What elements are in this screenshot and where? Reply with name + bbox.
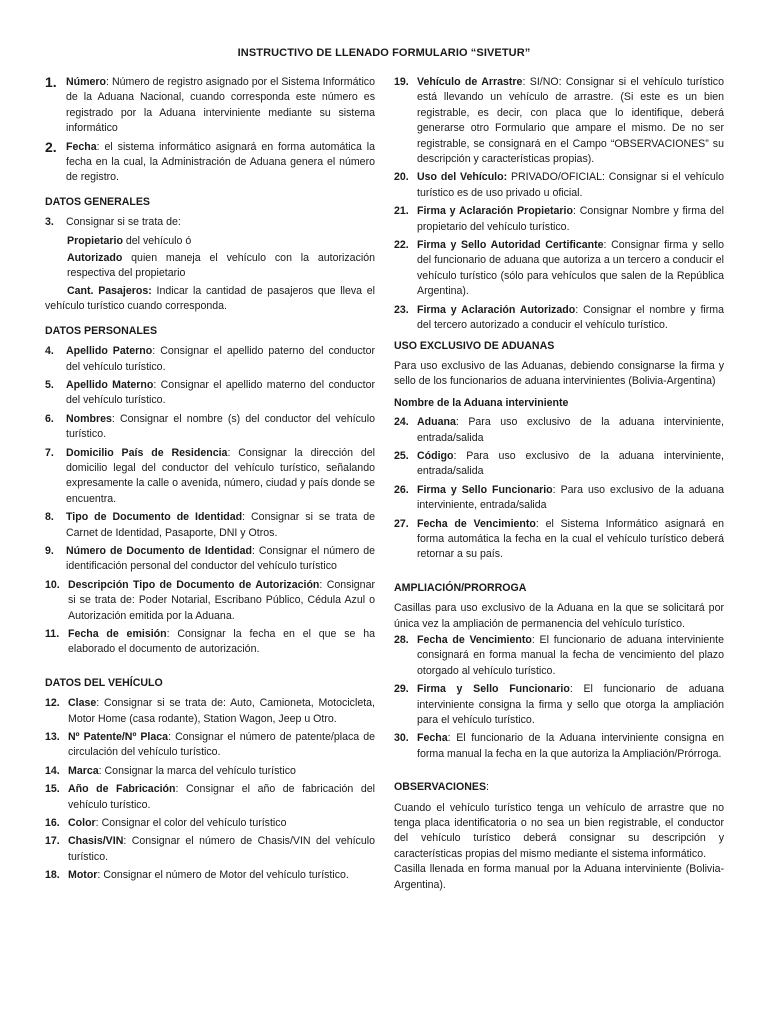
item-text: Consignar el apellido paterno del conductor del vehículo turístico.: [66, 345, 376, 373]
item-body: [417, 204, 724, 235]
item-label-separator: :: [447, 732, 451, 745]
item-number: 5.: [45, 378, 54, 391]
item-label: Número: [66, 76, 107, 88]
list-item-3: [45, 215, 375, 230]
item-text: Número de registro asignado por el Sistema Informático de la Aduana Nacional, cuando corresponda este número es registrado por la Aduana interviniente mediante su sistema informático: [66, 76, 375, 135]
item-label: Motor: [68, 869, 98, 882]
right-top-items: [394, 75, 724, 334]
item-label-separator: :: [98, 764, 102, 777]
list-item-15: [45, 782, 375, 813]
item-number: 28.: [394, 634, 409, 646]
item-body: [66, 412, 375, 443]
item-label-separator: :: [175, 783, 179, 796]
ampliacion-paragraph: Casillas para uso exclusivo de la Aduana en la que se solicitará por única vez la ampliación de permanencia del vehículo turístico.: [394, 602, 724, 630]
item-label-separator: :: [106, 76, 109, 88]
subheading-nombre-aduana: Nombre de la Aduana interviniente: [394, 396, 569, 409]
item-label-separator: :: [111, 412, 115, 425]
item-label-separator: :: [242, 511, 246, 524]
item-number: 24.: [394, 416, 409, 429]
list-item-27: [394, 517, 724, 563]
section-heading-observaciones: [394, 780, 724, 795]
item-number: 12.: [45, 697, 60, 710]
item-text: Consignar el color del vehículo turístico: [98, 817, 287, 830]
item-text: Para uso exclusivo de la aduana interviniente, entrada/salida: [417, 416, 724, 444]
item-label-separator: :: [96, 140, 100, 153]
item-number: 11.: [45, 628, 60, 640]
item-label-separator: :: [569, 683, 573, 696]
list-item-18: [45, 868, 375, 883]
item-label: Vehículo de Arrastre: [417, 76, 523, 88]
item-label: Color: [68, 817, 96, 830]
vehiculo-items: [45, 696, 375, 883]
autorizado-label: Autorizado: [67, 252, 123, 265]
item-label: Tipo de Documento de Identidad: [66, 511, 243, 524]
item-label-separator: :: [535, 517, 539, 530]
item-label: Aduana: [417, 416, 456, 429]
observaciones-paragraph-1: Cuando el vehículo turístico tenga un vehículo de arrastre que no tenga placa identificatoria o no sea un bien registrable, el conductor del vehículo turístico deberá consignar su descripción y características propias del mismo mediante el sistema informático.: [394, 801, 724, 860]
aduana-items: [394, 415, 724, 563]
item-label-separator: :: [552, 483, 556, 496]
list-item-11: [45, 627, 375, 658]
item-label: Fecha: [66, 140, 97, 153]
pasajeros-text: Indicar la cantidad de pasajeros que lleva el vehículo turístico cuando corresponda.: [45, 284, 375, 313]
item-number: 21.: [394, 205, 409, 218]
item-label-separator: :: [603, 239, 607, 252]
item-label-separator: :: [531, 634, 535, 646]
item-body: [68, 627, 375, 658]
list-item-22: [394, 238, 724, 300]
item-label: Nº Patente/Nº Placa: [68, 731, 169, 744]
item-label-separator: :: [455, 416, 459, 429]
item-text: Consignar el número de patente/placa de circulación del vehículo turístico.: [68, 731, 376, 759]
list-item-25: [394, 449, 724, 480]
autorizado-text: quien maneja el vehículo con la autorización respectiva del propietario: [67, 252, 375, 280]
item-text: el sistema informático asignará en forma automática la fecha en la cual, la Administración de Aduana genera el número de registro.: [66, 140, 375, 184]
item-number: 26.: [394, 483, 409, 496]
list-item-24: [394, 415, 724, 446]
list-item-28: [394, 633, 724, 679]
item-body: [417, 238, 724, 300]
list-item-14: [45, 764, 375, 779]
item-body: [417, 483, 724, 514]
item-label-separator: :: [152, 345, 156, 358]
item-body: [68, 816, 375, 831]
item-body: [66, 446, 375, 508]
list-item-6: [45, 412, 375, 443]
item-text: Consignar el apellido materno del conductor del vehículo turístico.: [66, 378, 375, 407]
item-label: Apellido Materno: [66, 378, 154, 391]
item-body: [68, 868, 375, 883]
item-body: [66, 75, 375, 137]
item-number: 1.: [45, 74, 57, 90]
item-body: [68, 730, 375, 761]
item-label-separator: :: [166, 628, 170, 640]
item-body: [417, 303, 724, 334]
propietario-text: del vehículo ó: [122, 234, 192, 247]
item-text: Consignar el número de identificación personal del conductor del vehículo turístico: [66, 544, 375, 573]
item-number: 13.: [45, 731, 60, 744]
list-item-9: [45, 544, 375, 575]
item-number: 2.: [45, 138, 57, 155]
list-item-8: [45, 510, 375, 541]
item-label: Fecha: [417, 732, 448, 745]
pasajeros-line: [45, 284, 375, 315]
item-text: Consignar la marca del vehículo turístico: [101, 764, 296, 777]
item-number: 23.: [394, 303, 409, 316]
item-text: Consignar si se trata de: Poder Notarial, Escribano Público, Cédula Azul o Autorización emitida por la Aduana.: [68, 578, 375, 622]
item-body: [66, 378, 375, 409]
item-text: El funcionario de aduana interviniente consignará en forma manual la fecha de vencimiento del plazo otorgado al vehículo turístico.: [417, 634, 724, 677]
item-label: Firma y Aclaración Propietario: [417, 205, 573, 218]
list-item-10: [45, 578, 375, 624]
item-body: [417, 75, 724, 167]
item-body: [417, 415, 724, 446]
item-label-separator: :: [572, 205, 576, 218]
item-number: 20.: [394, 171, 409, 184]
item-number: 15.: [45, 783, 60, 796]
item-label: Firma y Sello Funcionario: [417, 683, 570, 696]
section-heading-datos-personales: DATOS PERSONALES: [45, 324, 158, 337]
item-number: 30.: [394, 732, 409, 745]
item-label: Número de Documento de Identidad: [66, 544, 252, 557]
item-label-separator: :: [97, 869, 101, 882]
item-label-separator: :: [522, 76, 526, 88]
aduanas-paragraph: Para uso exclusivo de las Aduanas, debiendo consignarse la firma y sello de los funcionarios de aduana intervinientes (Bolivia-Argentina): [394, 359, 724, 388]
item-number: 29.: [394, 683, 409, 696]
item-label: Descripción Tipo de Documento de Autorización: [68, 578, 320, 591]
item-number: 19.: [394, 76, 409, 88]
item-body: [66, 344, 375, 375]
autorizado-line: [45, 251, 375, 282]
list-item-7: [45, 446, 375, 508]
list-item-19: [394, 75, 724, 167]
propietario-label: Propietario: [67, 234, 123, 247]
item-label: Marca: [68, 764, 99, 777]
list-item-5: [45, 378, 375, 409]
item-number: 4.: [45, 345, 54, 358]
item-label-separator: :: [227, 446, 231, 459]
right-column: [394, 75, 724, 897]
list-item-21: [394, 204, 724, 235]
item-number: 16.: [45, 817, 60, 830]
observaciones-heading-colon: :: [486, 781, 489, 794]
item-label: Clase: [68, 697, 97, 710]
list-item-16: [45, 816, 375, 831]
left-column: [45, 75, 375, 887]
item-number: 6.: [45, 412, 54, 425]
item-text: Consignar Nombre y firma del propietario del vehículo turístico.: [417, 205, 724, 233]
item-number: 9.: [45, 544, 54, 557]
item-text: Consignar si se trata de Carnet de Identidad, Pasaporte, DNI y Otros.: [66, 511, 375, 539]
item-label: Domicilio País de Residencia: [66, 446, 228, 459]
item-label: Nombres: [66, 412, 112, 425]
list-item-1: [45, 75, 375, 137]
item-text: El funcionario de la Aduana interviniente consigna en forma manual la fecha en la que autoriza la Ampliación/Prórroga.: [417, 732, 724, 760]
item-body: [417, 170, 724, 201]
ampliacion-items: [394, 633, 724, 762]
item-label-separator: :: [319, 578, 323, 591]
item-label: Uso del Vehículo:: [417, 171, 508, 184]
item-text: Consignar la dirección del domicilio legal del conductor del vehículo turístico, señalando expresamente la calle o avenida, número, ciudad y país donde se encuentra.: [66, 446, 375, 505]
item-text: Consignar el número de Motor del vehículo turístico.: [100, 869, 349, 882]
item-text: Consignar el nombre (s) del conductor del vehículo turístico.: [66, 412, 375, 441]
list-item-17: [45, 834, 375, 865]
item-label: Apellido Paterno: [66, 345, 153, 358]
item-label: Firma y Aclaración Autorizado: [417, 303, 576, 316]
item-text: Consignar el número de Chasis/VIN del vehículo turístico.: [68, 835, 375, 863]
item-text: Consignar el año de fabricación del vehículo turístico.: [68, 783, 375, 811]
item-label: Fecha de emisión: [68, 628, 167, 640]
section-heading-ampliacion-prorroga: AMPLIACIÓN/PRORROGA: [394, 581, 527, 594]
item-number: 8.: [45, 511, 54, 524]
item-label: Firma y Sello Funcionario: [417, 483, 553, 496]
document-title: INSTRUCTIVO DE LLENADO FORMULARIO “SIVETUR”: [237, 47, 531, 59]
item-body: [66, 544, 375, 575]
item-body: [68, 834, 375, 865]
item-label-separator: :: [123, 835, 127, 848]
item-number: 7.: [45, 446, 54, 459]
item-number: 3.: [45, 216, 54, 229]
item-text: Consignar el nombre y firma del tercero autorizado a conducir el vehículo turístico.: [417, 303, 724, 332]
item-body: [68, 696, 375, 727]
item-text: Consignar si se trata de:: [66, 216, 181, 229]
item-number: 18.: [45, 869, 60, 882]
item-number: 10.: [45, 578, 60, 591]
propietario-line: [45, 234, 375, 249]
item-body: [417, 731, 724, 762]
item-text: PRIVADO/OFICIAL: Consignar si el vehículo turístico es de uso privado u oficial.: [417, 171, 724, 199]
item-text: SI/NO: Consignar si el vehículo turístico está llevando un vehículo de arrastre. (Si este es un bien registrable, es decir, con placa que lo identifique, deberá generarse otro Formulario que ampare el mismo. De no ser registrable, se consignará en el Campo “OBSERVACIONES” su descripción y características propias).: [417, 76, 724, 166]
personales-items: [45, 344, 375, 658]
item-label-separator: :: [575, 303, 579, 316]
item-number: 22.: [394, 239, 409, 252]
item-text: El funcionario de aduana interviniente consigna la firma y sello que otorga la ampliación para el vehículo turístico.: [417, 683, 724, 727]
left-top-items: [45, 75, 375, 186]
list-item-12: [45, 696, 375, 727]
section-heading-datos-vehiculo: DATOS DEL VEHÍCULO: [45, 676, 163, 689]
item-text: Para uso exclusivo de la aduana interviniente, entrada/salida: [417, 483, 724, 512]
item-number: 14.: [45, 764, 60, 777]
list-item-26: [394, 483, 724, 514]
item-text: Consignar si se trata de: Auto, Camioneta, Motocicleta, Motor Home (casa rodante), Station Wagon, Jeep u Otro.: [68, 697, 375, 725]
item-body: [417, 517, 724, 563]
item-body: [68, 578, 375, 624]
item-text: el Sistema Informático asignará en forma automática la fecha en la cual el vehículo turístico deberá retornar a su país.: [417, 517, 724, 561]
item-body: [417, 682, 724, 728]
item-label-separator: :: [168, 731, 172, 744]
item-text: Para uso exclusivo de la aduana interviniente, entrada/salida: [417, 449, 724, 478]
item-label: Código: [417, 449, 454, 462]
list-item-2: [45, 140, 375, 186]
item-label: Firma y Sello Autoridad Certificante: [417, 239, 604, 252]
item-body: [66, 510, 375, 541]
item-label-separator: :: [153, 378, 157, 391]
list-item-23: [394, 303, 724, 334]
item-number: 17.: [45, 835, 60, 848]
item-text: Consignar la fecha en el que se ha elaborado el documento de autorización.: [68, 628, 375, 656]
observaciones-heading-text: OBSERVACIONES: [394, 781, 487, 794]
item-label: Fecha de Vencimiento: [417, 634, 532, 646]
section-heading-datos-generales: DATOS GENERALES: [45, 195, 150, 208]
pasajeros-label: Cant. Pasajeros:: [67, 284, 152, 297]
item-label: Fecha de Vencimiento: [417, 517, 536, 530]
item-label-separator: :: [96, 697, 100, 710]
list-item-4: [45, 344, 375, 375]
item-label: Año de Fabricación: [68, 783, 176, 796]
item-body: [417, 633, 724, 679]
list-item-20: [394, 170, 724, 201]
item-number: 25.: [394, 449, 409, 462]
list-item-30: [394, 731, 724, 762]
item-text: Consignar firma y sello del funcionario de aduana que autoriza a un tercero a conducir el vehículo turístico (sólo para vehículos que salen de la República Argentina).: [417, 239, 724, 298]
observaciones-paragraph-2: Casilla llenada en forma manual por la Aduana interviniente (Bolivia-Argentina).: [394, 863, 724, 891]
item-label-separator: :: [251, 544, 255, 557]
item-body: [68, 782, 375, 813]
item-body: [66, 140, 375, 186]
item-label-separator: :: [95, 817, 99, 830]
section-heading-uso-exclusivo-aduanas: USO EXCLUSIVO DE ADUANAS: [394, 339, 555, 352]
item-body: [68, 764, 375, 779]
item-label: Chasis/VIN: [68, 835, 124, 848]
item-number: 27.: [394, 517, 409, 530]
item-label-separator: :: [453, 449, 457, 462]
list-item-29: [394, 682, 724, 728]
item-body: [417, 449, 724, 480]
list-item-13: [45, 730, 375, 761]
